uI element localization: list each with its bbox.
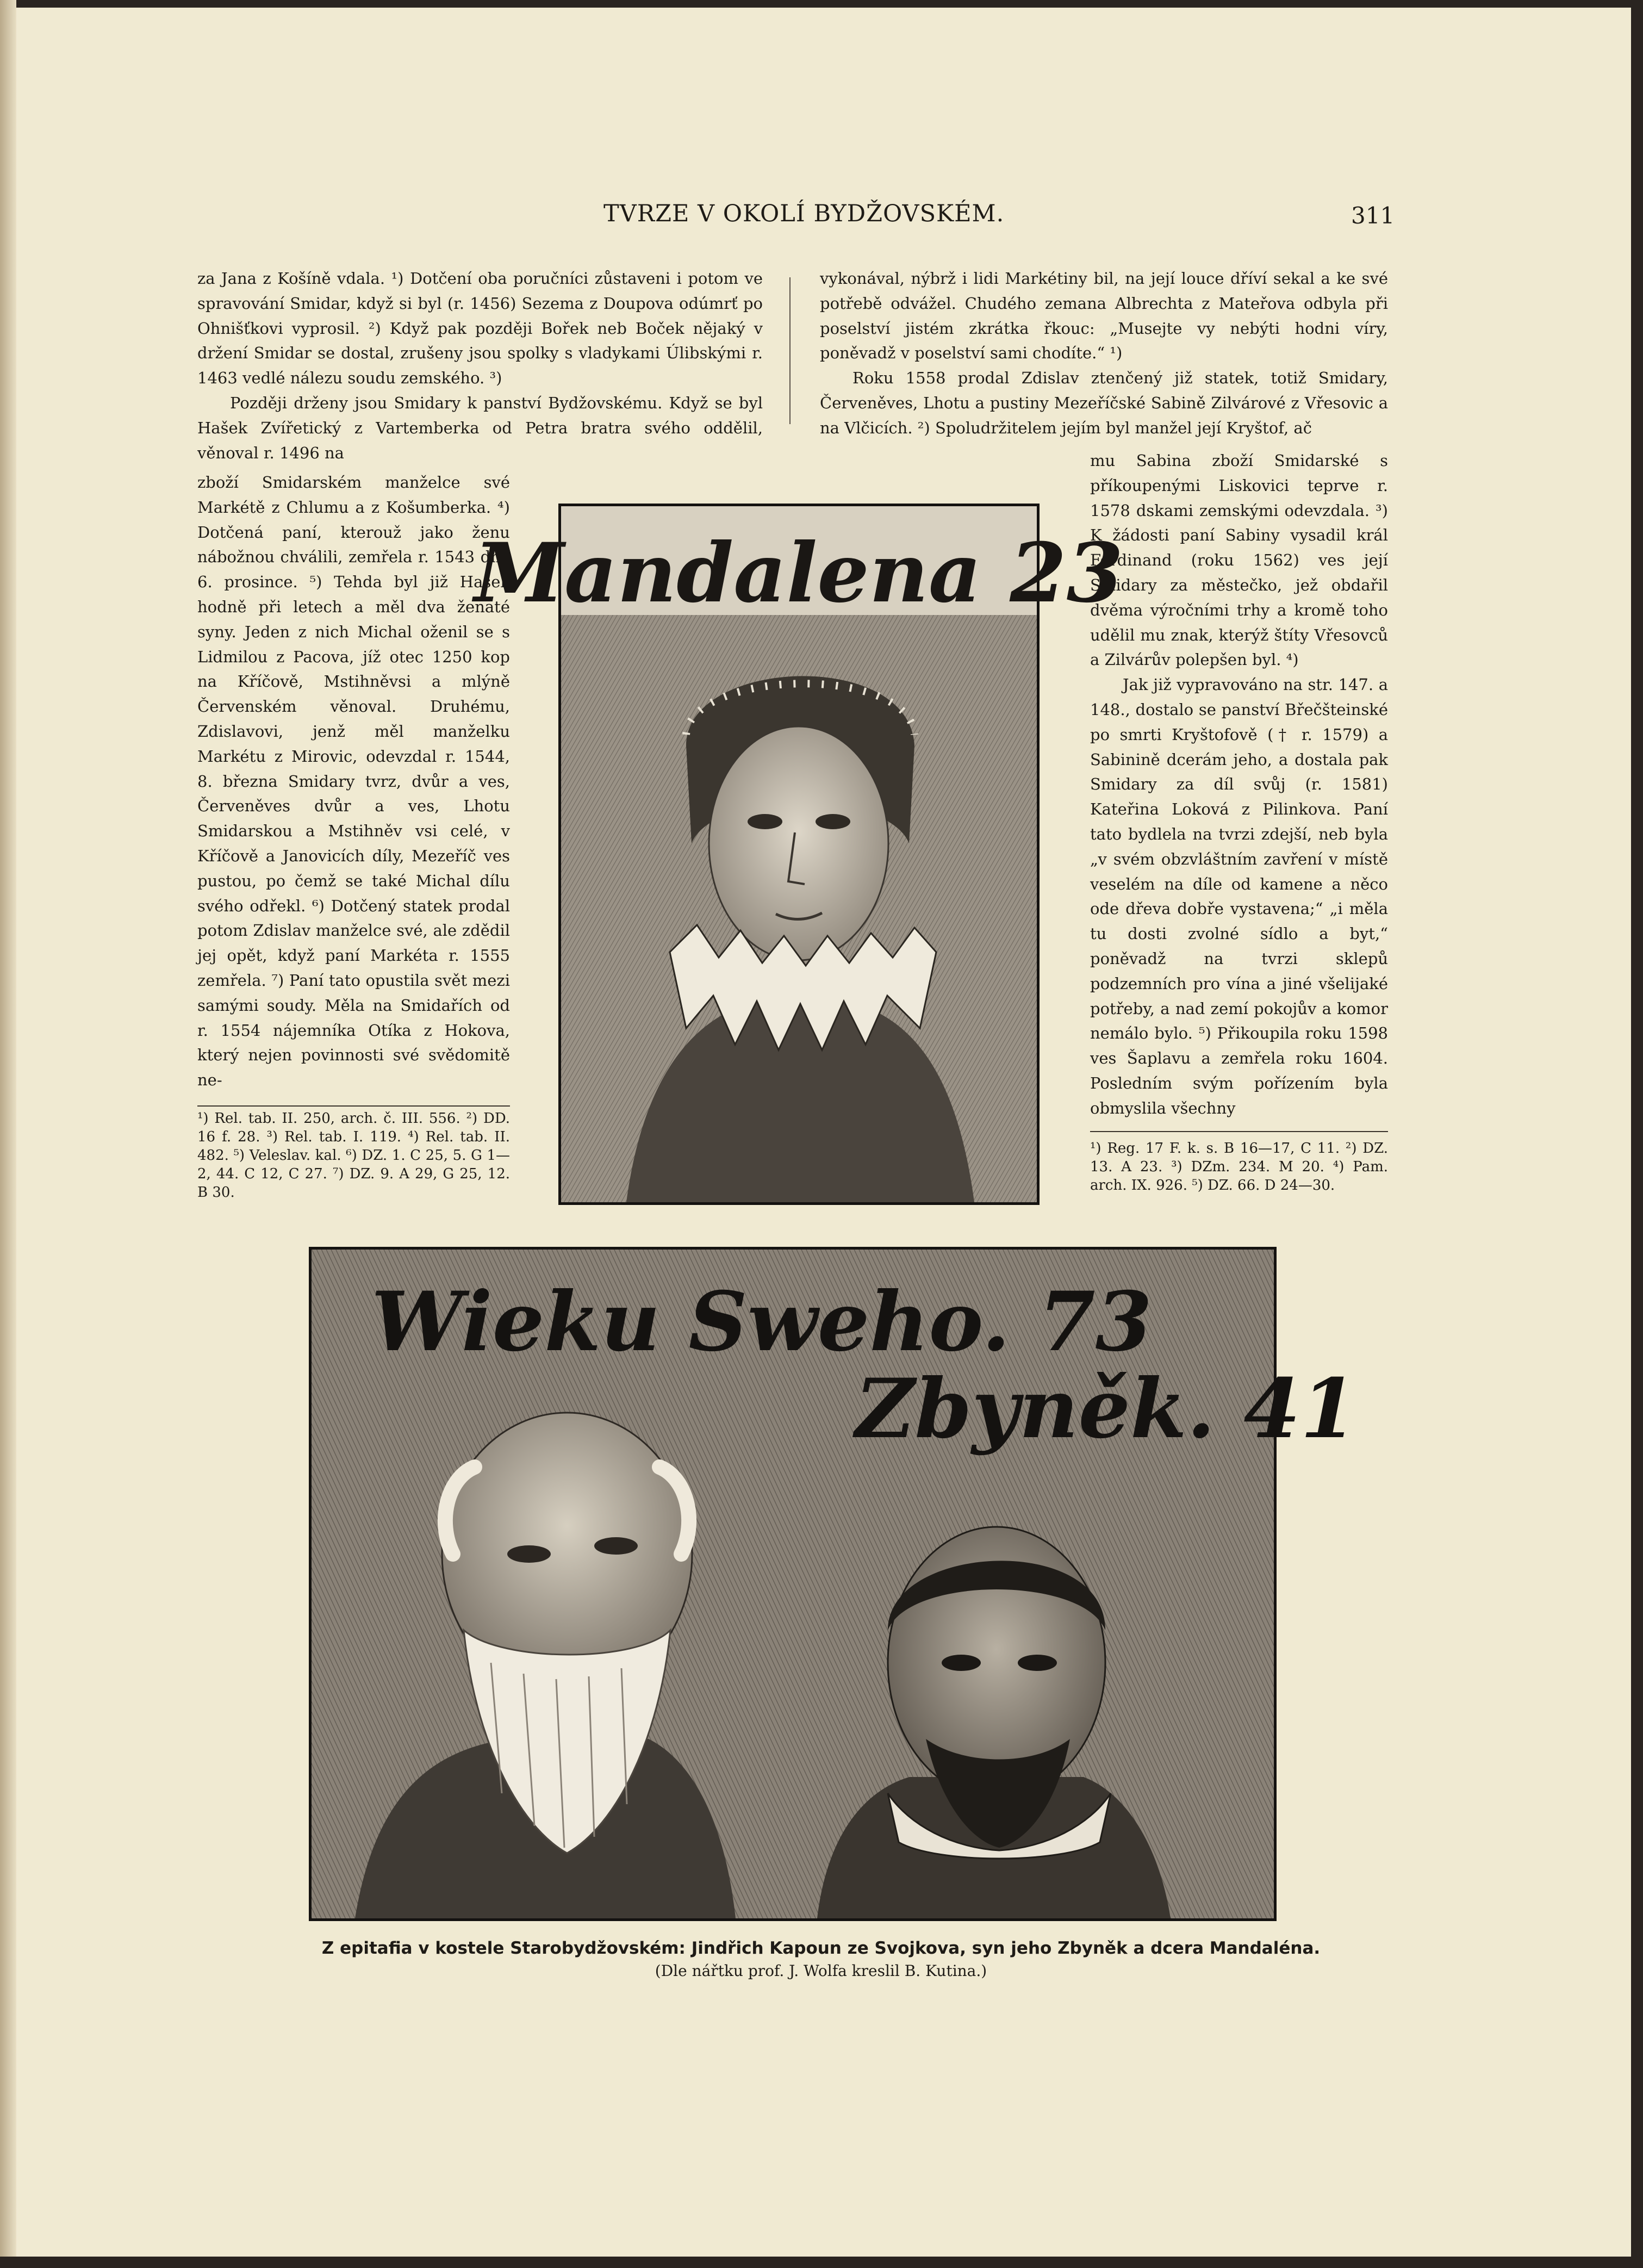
paragraph: vykonával, nýbrž i lidi Markétiny bil, na její louce dříví sekal a ke své potřebě odvážel. Chudého zemana Albrechta z Mateřova odbyla při poselství jistém zkrátka řkouc: „Musejte vy nebýti hodni víry, poněvadž v poselství sami chodíte.“ ¹)	[820, 269, 1388, 363]
paragraph: Roku 1558 prodal Zdislav ztenčený již statek, totiž Smidary, Červeněves, Lhotu a pustiny Mezeříčské Sabině Zilvárové z Vřesovic a na Vlčicích. ²) Spoludržitelem jejím byl manžel její Kryštof, ač	[820, 369, 1388, 437]
page-edge-left	[0, 0, 16, 2268]
paragraph: mu Sabina zboží Smidarské s příkoupenými Liskovici teprve r. 1578 dskami zemskými odevzdala. ³) K žádosti paní Sabiny vysadil král Ferdinand (roku 1562) ves její Smidary za městečko, jež obdařil dvěma výročními trhy a kromě toho udělil mu znak, kterýž štíty Vřesovců a Zilvárův polepšen byl. ⁴)	[1090, 451, 1388, 669]
footnotes-right	[1090, 1139, 1388, 1195]
paragraph: Jak již vypravováno na str. 147. a 148., dostalo se panství Břečšteinské po smrti Kryštofově († r. 1579) a Sabinině dcerám jeho, a dostala pak Smidary za díl svůj (r. 1581) Kateřina Loková z Pilinkova. Paní tato bydlela na tvrzi zdejší, neb byla „v svém obzvláštním zavření v místě veselém na díle od kamene a něco ode dřeva dobře vystavena;“ „i měla tu dosti zvolné sídlo a byt,“ poněvadž na tvrzi sklepů podzemních pro vína a jiné všelijaké potřeby, a nad zemí pokojův a komor nemálo bylo. ⁵) Přikoupila roku 1598 ves Šaplavu a zemřela roku 1604. Posledním svým pořízením byla obmyslila všechny	[1090, 675, 1388, 1117]
right-column-narrow	[1090, 449, 1388, 1121]
footnote-separator	[197, 1105, 510, 1107]
right-column-top	[820, 266, 1388, 441]
running-title: TVRZE V OKOLÍ BYDŽOVSKÉM.	[603, 200, 1005, 227]
paragraph: Později drženy jsou Smidary k panství Bydžovskému. Když se byl Hašek Zvířetický z Vartemberka od Petra bratra svého oddělil, věnoval r. 1496 na	[197, 393, 763, 462]
double-portrait-drawing	[312, 1250, 1358, 1918]
inscription-age: Wieku Sweho. 73	[371, 1274, 1152, 1370]
page-edge-right	[1631, 0, 1643, 2268]
page-edge-top	[0, 0, 1643, 8]
portrait-mandalena-image	[474, 504, 1123, 1205]
page-edge-bottom	[0, 2257, 1643, 2268]
portrait-mandalena-drawing	[474, 506, 1123, 1202]
inscription-zbynek: Zbyněk. 41	[855, 1361, 1358, 1457]
page-number: 311	[1351, 202, 1395, 229]
footnote-text: ¹) Reg. 17 F. k. s. B 16—17, C 11. ²) DZ. 13. A 23. ³) DZm. 234. M 20. ⁴) Pam. arch. IX. 926. ⁵) DZ. 66. D 24—30.	[1090, 1140, 1388, 1194]
left-column-narrow	[197, 470, 510, 1093]
column-divider	[789, 277, 791, 424]
double-portrait-image	[309, 1247, 1358, 1921]
figure-credit: (Dle nářtku prof. J. Wolfa kreslil B. Kutina.)	[655, 1962, 987, 1980]
portrait-inscription: Mandalena 23	[474, 525, 1123, 621]
left-column-top	[197, 266, 763, 465]
paragraph: za Jana z Košíně vdala. ¹) Dotčení oba poručníci zůstaveni i potom ve spravování Smidar, když si byl (r. 1456) Sezema z Doupova odúmrť po Ohnišťkovi vyprosil. ²) Když pak později Bořek neb Boček nějaký v držení Smidar se dostal, zrušeny jsou spolky s vladykami Úlibskými r. 1463 vedlé nálezu soudu zemského. ³)	[197, 269, 763, 388]
footnote-separator	[1090, 1131, 1388, 1132]
figure-caption: Z epitafia v kostele Starobydžovském: Jindřich Kapoun ze Svojkova, syn jeho Zbyněk a dcera Mandaléna.	[321, 1938, 1321, 1958]
paragraph: zboží Smidarském manželce své Markétě z Chlumu a z Košumberka. ⁴) Dotčená paní, kterouž jako ženu nábožnou chválili, zemřela r. 1543 dne 6. prosince. ⁵) Tehda byl již Hašek hodně při letech a měl dva ženaté syny. Jeden z nich Michal oženil se s Lidmilou z Pacova, jíž otec 1250 kop na Kříčově, Mstihněvsi a mlýně Červenském věnoval. Druhému, Zdislavovi, jenž měl manželku Markétu z Mirovic, odevzdal r. 1544, 8. března Smidary tvrz, dvůr a ves, Červeněves dvůr a ves, Lhotu Smidarskou a Mstihněv vsi celé, v Kříčově a Janovicích díly, Mezeříč ves pustou, po čemž se také Michal dílu svého odřekl. ⁶) Dotčený statek prodal potom Zdislav manželce své, ale zdědil jej opět, když paní Markéta r. 1555 zemřela. ⁷) Paní tato opustila svět mezi samými soudy. Měla na Smidařích od r. 1554 nájemníka Otíka z Hokova, který nejen povinnosti své svědomitě ne-	[197, 473, 510, 1090]
footnote-text: ¹) Rel. tab. II. 250, arch. č. III. 556. ²) DD. 16 f. 28. ³) Rel. tab. I. 119. ⁴) Rel. tab. II. 482. ⁵) Veleslav. kal. ⁶) DZ. 1. C 25, 5. G 1—2, 44. C 12, C 27. ⁷) DZ. 9. A 29, G 25, 12. B 30.	[197, 1110, 510, 1201]
footnotes-left	[197, 1109, 510, 1202]
